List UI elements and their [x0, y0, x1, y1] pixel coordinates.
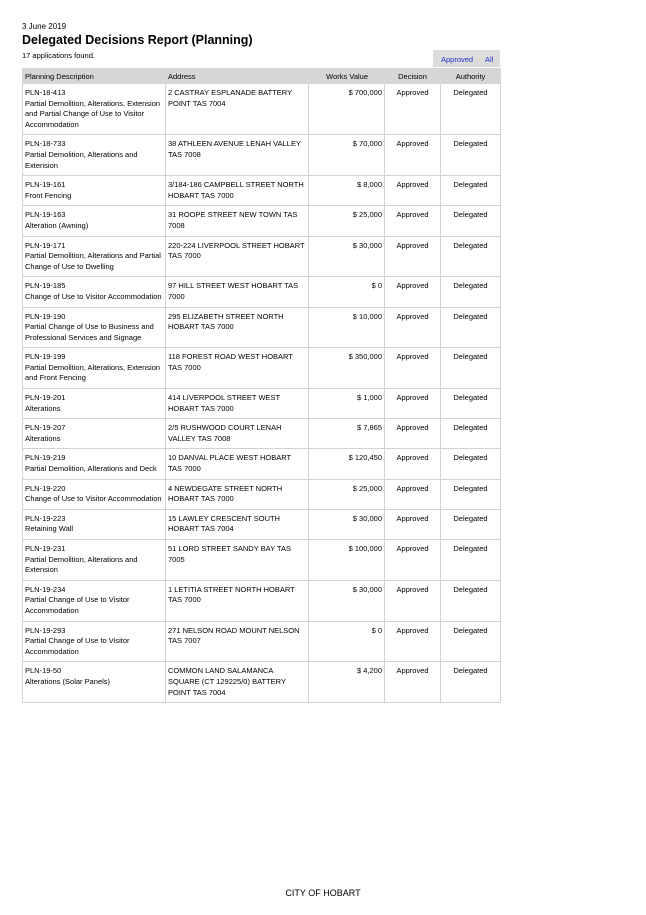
application-description: Partial Demolition, Alterations and Extension [25, 149, 138, 170]
cell-decision: Approved [385, 540, 441, 581]
cell-address: 15 LAWLEY CRESCENT SOUTH HOBART TAS 7004 [166, 509, 309, 539]
filter-approved-link[interactable]: Approved [441, 55, 474, 64]
cell-address: 414 LIVERPOOL STREET WEST HOBART TAS 7000 [166, 389, 309, 419]
cell-works-value: $ 700,000 [309, 84, 385, 135]
application-description: Change of Use to Visitor Accommodation [25, 494, 162, 504]
application-id: PLN-19-223 [25, 513, 66, 523]
filter-all-link[interactable]: All [485, 55, 494, 64]
cell-description [23, 307, 166, 348]
cell-authority: Delegated [441, 662, 501, 703]
column-header-address: Address [166, 69, 309, 84]
cell-works-value: $ 25,000 [309, 479, 385, 509]
cell-authority: Delegated [441, 277, 501, 307]
cell-description [23, 509, 166, 539]
application-id: PLN-19-220 [25, 483, 66, 493]
table-row [23, 479, 501, 509]
cell-decision: Approved [385, 449, 441, 479]
results-count: 17 applications found. [22, 51, 95, 60]
footer-org: CITY OF HOBART [285, 888, 361, 898]
cell-address: 271 NELSON ROAD MOUNT NELSON TAS 7007 [166, 621, 309, 662]
cell-works-value: $ 7,865 [309, 419, 385, 449]
cell-works-value: $ 120,450 [309, 449, 385, 479]
cell-address: 38 ATHLEEN AVENUE LENAH VALLEY TAS 7008 [166, 135, 309, 176]
cell-works-value: $ 30,000 [309, 236, 385, 277]
application-id: PLN-19-50 [25, 666, 62, 676]
cell-address: 97 HILL STREET WEST HOBART TAS 7000 [166, 277, 309, 307]
cell-description [23, 479, 166, 509]
cell-works-value: $ 10,000 [309, 307, 385, 348]
cell-address: 10 DANVAL PLACE WEST HOBART TAS 7000 [166, 449, 309, 479]
cell-authority: Delegated [441, 509, 501, 539]
cell-description [23, 277, 166, 307]
application-description: Partial Change of Use to Visitor Accommodation [25, 636, 130, 656]
cell-decision: Approved [385, 206, 441, 236]
cell-decision: Approved [385, 307, 441, 348]
cell-decision: Approved [385, 389, 441, 419]
cell-description [23, 348, 166, 389]
cell-decision: Approved [385, 580, 441, 621]
column-header-description: Planning Description [23, 69, 166, 84]
page-title: Delegated Decisions Report (Planning) [22, 33, 253, 47]
application-description: Retaining Wall [25, 524, 74, 534]
cell-authority: Delegated [441, 84, 501, 135]
cell-description [23, 389, 166, 419]
table-row [23, 621, 501, 662]
table-row [23, 176, 501, 206]
cell-address: 31 ROOPE STREET NEW TOWN TAS 7008 [166, 206, 309, 236]
application-id: PLN-19-163 [25, 210, 66, 220]
cell-description [23, 419, 166, 449]
cell-decision: Approved [385, 277, 441, 307]
cell-authority: Delegated [441, 419, 501, 449]
cell-address: 3/184-186 CAMPBELL STREET NORTH HOBART TAS 7000 [166, 176, 309, 206]
table-row [23, 509, 501, 539]
cell-authority: Delegated [441, 348, 501, 389]
cell-address: 2/5 RUSHWOOD COURT LENAH VALLEY TAS 7008 [166, 419, 309, 449]
application-id: PLN-19-207 [25, 423, 66, 433]
cell-description [23, 449, 166, 479]
application-description: Front Fencing [25, 190, 72, 200]
cell-authority: Delegated [441, 580, 501, 621]
table-row [23, 449, 501, 479]
cell-decision: Approved [385, 419, 441, 449]
filter-bar [433, 50, 500, 67]
cell-decision: Approved [385, 479, 441, 509]
cell-address: 4 NEWDEGATE STREET NORTH HOBART TAS 7000 [166, 479, 309, 509]
table-header-row [23, 69, 501, 84]
table-row [23, 348, 501, 389]
application-id: PLN-19-219 [25, 453, 66, 463]
application-description: Partial Demolition, Alterations, Extension and Partial Change of Use to Visitor Accommodation [25, 98, 161, 129]
table-row [23, 580, 501, 621]
application-description: Partial Demolition, Alterations, Extension and Front Fencing [25, 362, 161, 383]
application-id: PLN-19-190 [25, 311, 66, 321]
column-header-works-value: Works Value [309, 69, 385, 84]
column-header-authority: Authority [441, 69, 501, 84]
cell-authority: Delegated [441, 479, 501, 509]
application-description: Alterations [25, 403, 61, 413]
cell-description [23, 84, 166, 135]
cell-works-value: $ 30,000 [309, 580, 385, 621]
cell-address: COMMON LAND SALAMANCA SQUARE (CT 129225/0) BATTERY POINT TAS 7004 [166, 662, 309, 703]
cell-address: 1 LETITIA STREET NORTH HOBART TAS 7000 [166, 580, 309, 621]
cell-address: 51 LORD STREET SANDY BAY TAS 7005 [166, 540, 309, 581]
table-row [23, 307, 501, 348]
cell-decision: Approved [385, 176, 441, 206]
report-date: 3 June 2019 [22, 22, 67, 31]
cell-works-value: $ 8,000 [309, 176, 385, 206]
cell-address: 118 FOREST ROAD WEST HOBART TAS 7000 [166, 348, 309, 389]
cell-description [23, 621, 166, 662]
cell-description [23, 206, 166, 236]
table-row [23, 135, 501, 176]
application-id: PLN-19-234 [25, 584, 66, 594]
cell-works-value: $ 25,000 [309, 206, 385, 236]
application-description: Alterations [25, 433, 61, 443]
application-id: PLN-19-199 [25, 352, 66, 362]
application-id: PLN-19-171 [25, 240, 66, 250]
application-id: PLN-19-185 [25, 281, 66, 291]
cell-authority: Delegated [441, 176, 501, 206]
cell-authority: Delegated [441, 135, 501, 176]
cell-works-value: $ 350,000 [309, 348, 385, 389]
table-row [23, 540, 501, 581]
application-description: Alterations (Solar Panels) [25, 676, 111, 686]
cell-decision: Approved [385, 135, 441, 176]
cell-address: 295 ELIZABETH STREET NORTH HOBART TAS 7000 [166, 307, 309, 348]
table-row [23, 277, 501, 307]
application-description: Partial Change of Use to Business and Professional Services and Signage [25, 322, 154, 342]
cell-decision: Approved [385, 84, 441, 135]
cell-works-value: $ 70,000 [309, 135, 385, 176]
decisions-table [22, 68, 501, 703]
cell-authority: Delegated [441, 449, 501, 479]
cell-address: 220-224 LIVERPOOL STREET HOBART TAS 7000 [166, 236, 309, 277]
cell-works-value: $ 100,000 [309, 540, 385, 581]
cell-decision: Approved [385, 621, 441, 662]
cell-authority: Delegated [441, 540, 501, 581]
application-description: Alteration (Awning) [25, 220, 89, 230]
application-id: PLN-18-733 [25, 139, 66, 149]
cell-works-value: $ 4,200 [309, 662, 385, 703]
cell-authority: Delegated [441, 389, 501, 419]
application-id: PLN-19-231 [25, 544, 66, 553]
application-description: Partial Demolition, Alterations and Partial Change of Use to Dwelling [25, 251, 161, 271]
cell-decision: Approved [385, 509, 441, 539]
cell-works-value: $ 0 [309, 621, 385, 662]
cell-authority: Delegated [441, 621, 501, 662]
cell-description [23, 662, 166, 703]
cell-works-value: $ 1,000 [309, 389, 385, 419]
application-id: PLN-19-293 [25, 625, 66, 635]
application-id: PLN-19-201 [25, 393, 66, 403]
cell-description [23, 176, 166, 206]
application-description: Partial Change of Use to Visitor Accommodation [25, 595, 130, 615]
cell-authority: Delegated [441, 307, 501, 348]
cell-description [23, 540, 166, 581]
table-row [23, 84, 501, 135]
cell-authority: Delegated [441, 206, 501, 236]
application-id: PLN-18-413 [25, 88, 66, 97]
table-row [23, 662, 501, 703]
table-row [23, 236, 501, 277]
cell-decision: Approved [385, 348, 441, 389]
cell-works-value: $ 30,000 [309, 509, 385, 539]
cell-decision: Approved [385, 662, 441, 703]
application-description: Partial Demolition, Alterations and Extension [25, 554, 138, 575]
table-row [23, 389, 501, 419]
cell-decision: Approved [385, 236, 441, 277]
cell-works-value: $ 0 [309, 277, 385, 307]
table-row [23, 206, 501, 236]
cell-address: 2 CASTRAY ESPLANADE BATTERY POINT TAS 7004 [166, 84, 309, 135]
cell-authority: Delegated [441, 236, 501, 277]
application-description: Partial Demolition, Alterations and Deck [25, 464, 157, 474]
table-row [23, 419, 501, 449]
cell-description [23, 580, 166, 621]
cell-description [23, 135, 166, 176]
column-header-decision: Decision [385, 69, 441, 84]
application-description: Change of Use to Visitor Accommodation [25, 291, 162, 301]
application-id: PLN-19-161 [25, 180, 66, 190]
cell-description [23, 236, 166, 277]
